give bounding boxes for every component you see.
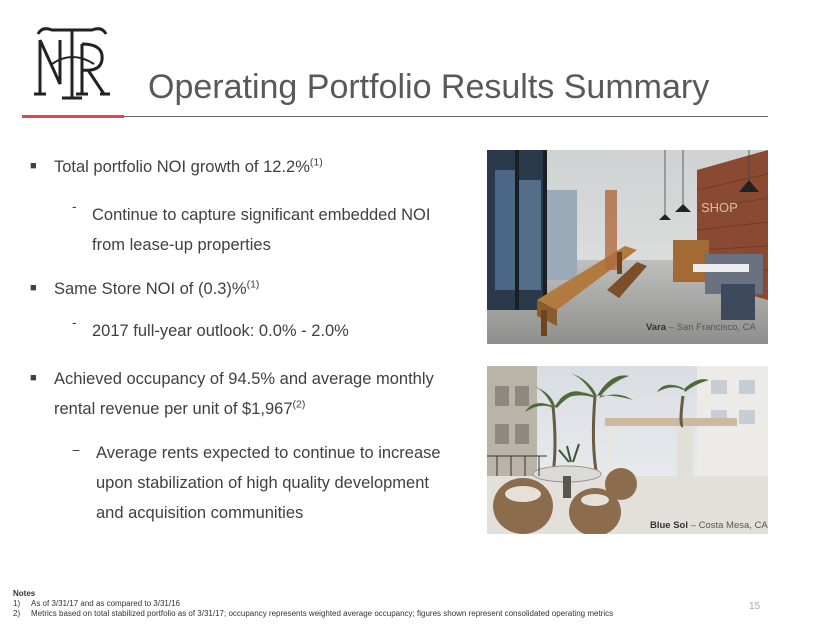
bullet-text: Same Store NOI of (0.3)%	[54, 280, 247, 298]
dash-bullet-icon: −	[72, 442, 81, 458]
bullet-text-line: Continue to capture significant embedded NOI	[92, 206, 431, 224]
blue-sol-caption: Blue Sol – Costa Mesa, CA	[650, 520, 768, 531]
bullet-text-line: from lease-up properties	[92, 236, 271, 254]
footnote-text: As of 3/31/17 and as compared to 3/31/16	[31, 599, 180, 608]
square-bullet-icon: ■	[30, 282, 37, 294]
footnote-item	[13, 599, 613, 609]
bullet-text-line: upon stabilization of high quality development	[96, 474, 429, 492]
footnote-ref: (1)	[309, 156, 323, 169]
vara-caption: Vara – San Francisco, CA	[646, 322, 756, 333]
property-name: Blue Sol	[650, 520, 689, 531]
dash-bullet-icon: -	[72, 198, 77, 214]
property-location: Costa Mesa, CA	[698, 520, 768, 531]
bullet-text-line: Average rents expected to continue to increase	[96, 444, 441, 462]
sign-text: SHOP	[701, 200, 738, 215]
property-name: Vara	[646, 322, 667, 333]
title-rule	[124, 116, 768, 117]
footnote-ref: (2)	[292, 398, 306, 411]
bullet-text: Total portfolio NOI growth of 12.2%	[54, 158, 310, 176]
property-location: San Francisco, CA	[676, 322, 756, 333]
courtyard-image	[487, 366, 768, 534]
blue-sol-photo	[487, 366, 768, 534]
notes-heading: Notes	[13, 589, 36, 598]
page-number: 15	[749, 601, 761, 612]
company-logo	[30, 20, 112, 104]
square-bullet-icon: ■	[30, 372, 37, 384]
dash-bullet-icon: -	[72, 314, 77, 330]
bullet-text-line: and acquisition communities	[96, 504, 304, 522]
bullet-text-line: Achieved occupancy of 94.5% and average monthly	[54, 370, 434, 388]
vara-photo	[487, 150, 768, 344]
interior-lounge-image	[487, 150, 768, 344]
square-bullet-icon: ■	[30, 160, 37, 172]
footnote-number: 2)	[13, 609, 21, 618]
bullet-text-line: 2017 full-year outlook: 0.0% - 2.0%	[92, 322, 349, 340]
title-accent-rule	[22, 115, 124, 118]
page-title: Operating Portfolio Results Summary	[148, 68, 710, 106]
footnote-ref: (1)	[246, 278, 260, 291]
footnotes	[13, 589, 613, 619]
bullet-text-line: rental revenue per unit of $1,967	[54, 400, 293, 418]
footnote-text: Metrics based on total stabilized portfolio as of 3/31/17; occupancy represents weighted average occupancy; figures shown represent consolidated operating metrics	[31, 609, 614, 618]
footnote-item	[13, 609, 613, 619]
footnote-number: 1)	[13, 599, 21, 608]
monogram-logo-icon	[30, 20, 112, 104]
